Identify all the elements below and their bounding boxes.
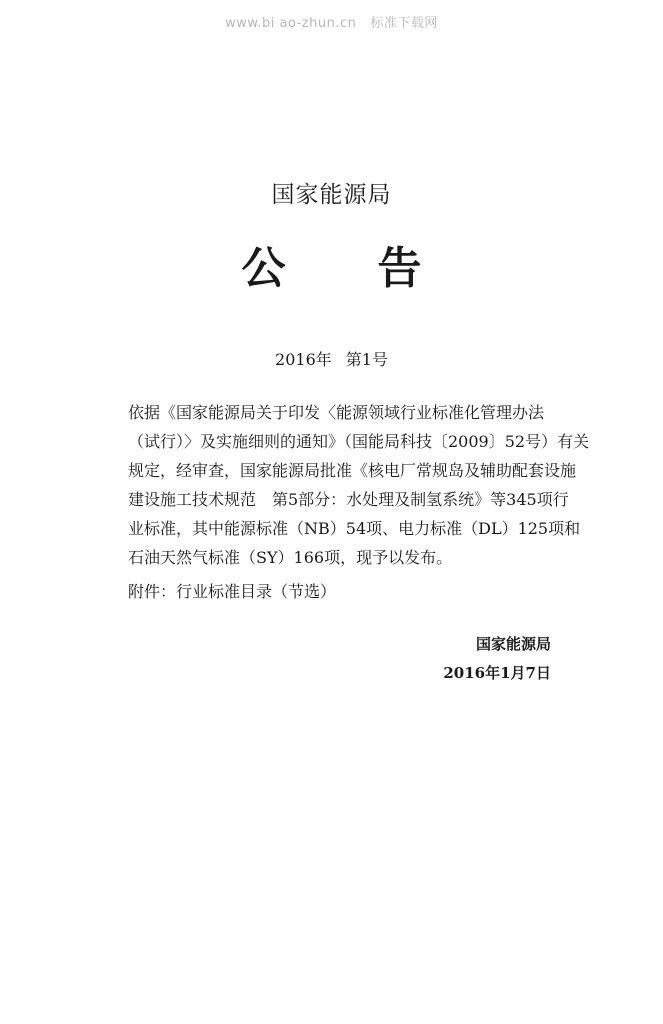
issuer-heading: 国家能源局	[271, 182, 392, 208]
document-issue-number: 第1号	[345, 350, 388, 369]
title-char-left: 公	[241, 243, 286, 294]
body-line: 石油天然气标准（SY）166项，现予以发布。	[128, 548, 453, 567]
watermark-site-name: 标准下载网	[370, 16, 438, 31]
attachment-note: 附件：行业标准目录（节选）	[128, 582, 337, 601]
body-line: 建设施工技术规范 第5部分：水处理及制氢系统》等345项行	[128, 490, 569, 509]
body-line: （试行）〉及实施细则的通知》（国能局科技〔2009〕52号）有关	[128, 432, 590, 451]
signature-date: 2016年1月7日	[443, 664, 551, 682]
body-line: 业标准，其中能源标准（NB）54项、电力标准（DL）125项和	[128, 519, 581, 538]
title-char-right: 告	[377, 243, 422, 294]
notice-body	[128, 398, 590, 572]
notice-title	[0, 232, 663, 296]
document-year: 2016年	[275, 350, 332, 369]
watermark-url: www.bi ao-zhun.cn	[225, 16, 357, 31]
body-line: 规定，经审查，国家能源局批准《核电厂常规岛及辅助配套设施	[128, 461, 577, 480]
body-line: 依据《国家能源局关于印发〈能源领域行业标准化管理办法	[128, 403, 545, 422]
signature-org: 国家能源局	[475, 635, 551, 653]
watermark	[0, 12, 663, 31]
document-number	[0, 347, 663, 370]
